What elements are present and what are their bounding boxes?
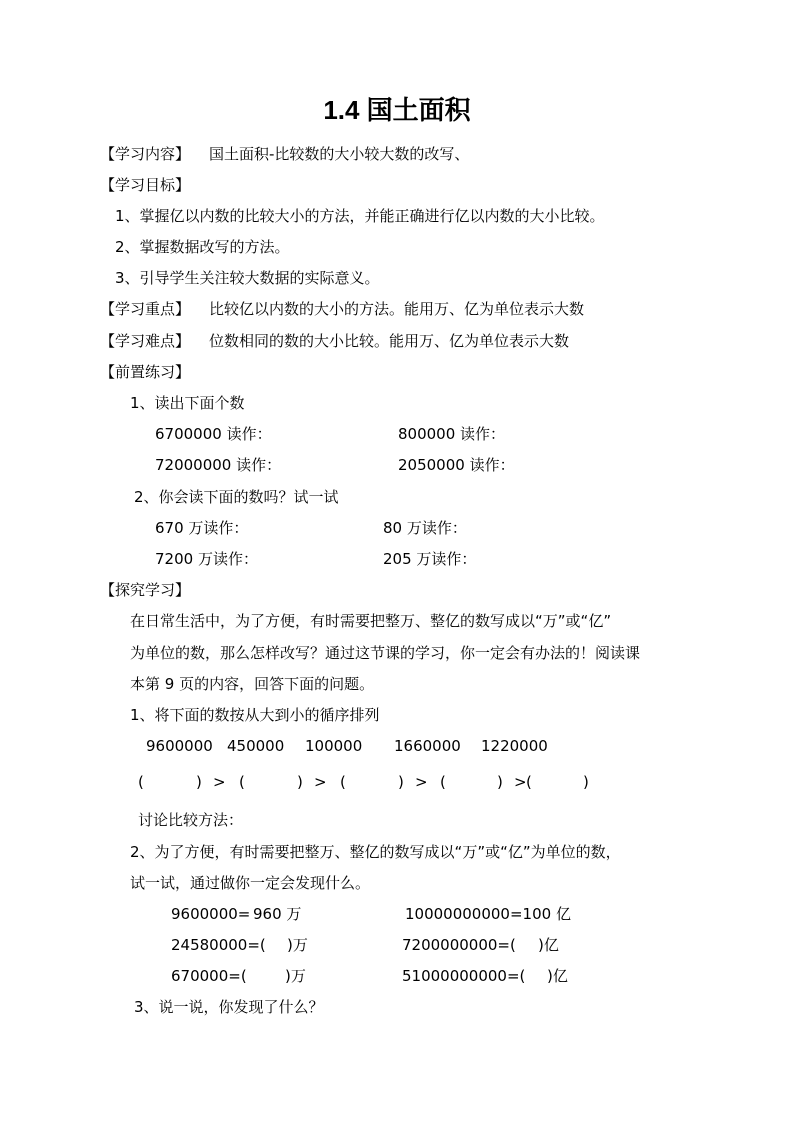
explore-q1-title: 1、将下面的数按从大到小的循序排列	[130, 706, 380, 724]
explore-intro-line: 在日常生活中，为了方便，有时需要把整万、整亿的数写成以“万”或“亿”	[130, 612, 612, 630]
conversion-rhs: )亿	[538, 936, 559, 954]
pre-q1-item: 2050000 读作：	[398, 456, 515, 474]
goal-item: 1、掌握亿以内数的比较大小的方法，并能正确进行亿以内数的大小比较。	[115, 207, 605, 225]
conversion-item	[171, 904, 301, 924]
pre-q1-item: 800000 读作：	[398, 425, 506, 443]
pre-q2-item: 80 万读作：	[383, 519, 467, 537]
explore-q2-line: 2、为了方便，有时需要把整万、整亿的数写成以“万”或“亿”为单位的数，	[130, 843, 621, 861]
pre-q2-item: 7200 万读作：	[155, 550, 258, 568]
difficulties-text: 位数相同的数的大小比较。能用万、亿为单位表示大数	[209, 332, 570, 350]
order-blank-open: (	[440, 773, 446, 791]
discuss-text: 讨论比较方法：	[138, 811, 244, 829]
conversion-item	[402, 935, 559, 955]
explore-intro-line: 本第 9 页的内容，回答下面的问题。	[130, 675, 375, 693]
conversion-rhs: )万	[287, 936, 308, 954]
order-blank-open: (	[526, 773, 532, 791]
number-item: 1660000	[394, 737, 461, 755]
pre-practice-label: 【前置练习】	[100, 363, 191, 381]
goal-item: 2、掌握数据改写的方法。	[115, 238, 290, 256]
order-greater-sign: >	[415, 773, 428, 791]
page-title: 1.4 国土面积	[323, 95, 471, 125]
conversion-lhs: 9600000=	[171, 905, 251, 923]
conversion-lhs: 10000000000=100 亿	[405, 905, 571, 923]
number-item: 100000	[305, 737, 363, 755]
order-blank-close: )	[398, 773, 404, 791]
conversion-lhs: 24580000=(	[171, 936, 266, 954]
key-points-text: 比较亿以内数的大小的方法。能用万、亿为单位表示大数	[209, 300, 585, 318]
explore-intro-line: 为单位的数，那么怎样改写？通过这节课的学习，你一定会有办法的！阅读课	[130, 644, 641, 662]
conversion-item	[405, 904, 571, 924]
conversion-item	[171, 966, 306, 986]
conversion-rhs: )亿	[547, 967, 568, 985]
conversion-lhs: 670000=(	[171, 967, 247, 985]
order-blank-open: (	[138, 773, 144, 791]
order-blank-close: )	[583, 773, 589, 791]
pre-q1-item: 72000000 读作：	[155, 456, 282, 474]
pre-q1-title: 1、读出下面个数	[130, 394, 245, 412]
number-item: 450000	[227, 737, 285, 755]
order-blank-close: )	[497, 773, 503, 791]
order-greater-sign: >	[514, 773, 527, 791]
conversion-item	[171, 935, 308, 955]
pre-q1-item: 6700000 读作：	[155, 425, 272, 443]
content-text: 国土面积-比较数的大小较大数的改写、	[209, 145, 470, 163]
explore-q2-line: 试一试，通过做你一定会发现什么。	[130, 874, 371, 892]
number-item: 9600000	[146, 737, 213, 755]
pre-q2-item: 670 万读作：	[155, 519, 249, 537]
conversion-rhs: 960 万	[253, 905, 302, 923]
order-blank-close: )	[196, 773, 202, 791]
conversion-lhs: 51000000000=(	[402, 967, 526, 985]
goals-label: 【学习目标】	[100, 176, 191, 194]
order-greater-sign: >	[314, 773, 327, 791]
explore-q3: 3、说一说，你发现了什么？	[134, 998, 324, 1016]
difficulties-label: 【学习难点】	[100, 332, 191, 350]
pre-q2-item: 205 万读作：	[383, 550, 477, 568]
order-blank-close: )	[297, 773, 303, 791]
explore-label: 【探究学习】	[100, 581, 191, 599]
goal-item: 3、引导学生关注较大数据的实际意义。	[115, 269, 380, 287]
number-item: 1220000	[481, 737, 548, 755]
key-points-label: 【学习重点】	[100, 300, 191, 318]
conversion-rhs: )万	[285, 967, 306, 985]
order-blank-open: (	[239, 773, 245, 791]
order-greater-sign: >	[213, 773, 226, 791]
content-label: 【学习内容】	[100, 145, 191, 163]
conversion-lhs: 7200000000=(	[402, 936, 516, 954]
order-blank-open: (	[340, 773, 346, 791]
pre-q2-title: 2、你会读下面的数吗？试一试	[134, 488, 339, 506]
conversion-item	[402, 966, 568, 986]
